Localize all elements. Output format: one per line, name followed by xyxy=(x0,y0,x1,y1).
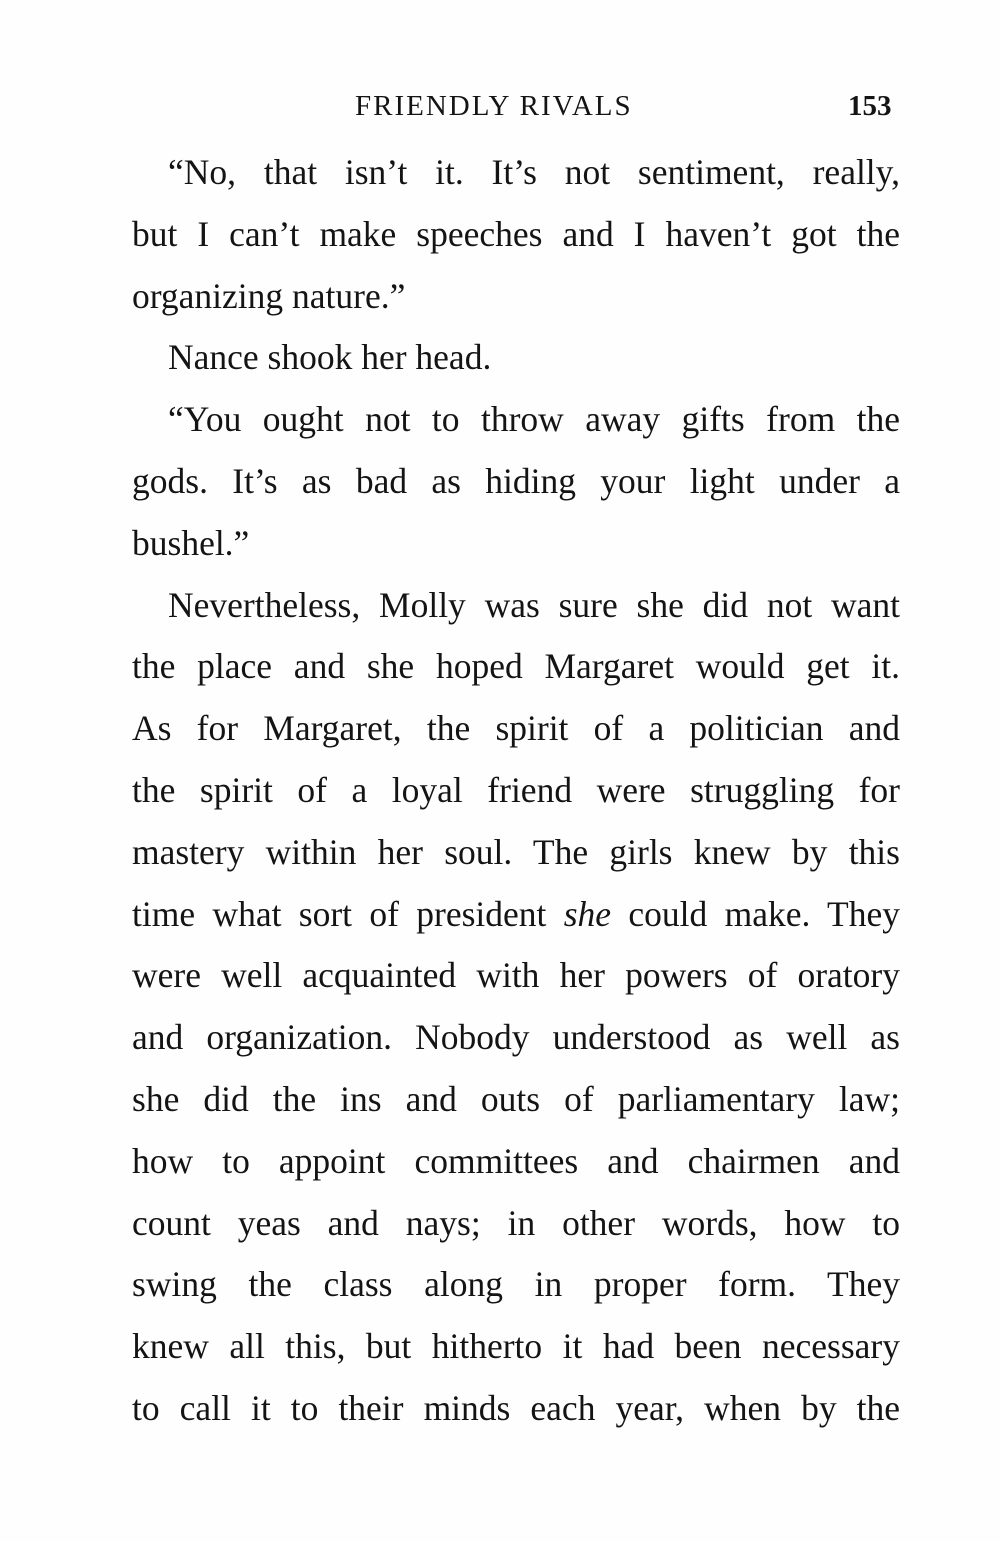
text-segment: time what sort of president xyxy=(132,893,564,934)
page-number: 153 xyxy=(848,90,892,122)
text-line: Nevertheless, Molly was sure she did not want xyxy=(168,584,900,625)
text-line: to call it to their minds each year, when by the xyxy=(132,1387,900,1428)
text-line-emphasis xyxy=(132,884,900,946)
text-line: but I can’t make speeches and I haven’t got the xyxy=(132,213,900,254)
text-line: Nance shook her head. xyxy=(168,337,492,378)
text-line: were well acquainted with her powers of oratory xyxy=(132,955,900,996)
text-line: how to appoint committees and chairmen and xyxy=(132,1140,900,1181)
text-line: mastery within her soul. The girls knew by this xyxy=(132,831,900,872)
text-line: knew all this, but hitherto it had been necessary xyxy=(132,1326,900,1367)
text-segment: could make. They xyxy=(611,893,900,934)
text-line: bushel.” xyxy=(132,522,250,563)
emphasized-word: she xyxy=(563,893,612,934)
text-line: count yeas and nays; in other words, how to xyxy=(132,1202,900,1243)
text-line: and organization. Nobody understood as well as xyxy=(132,1017,900,1058)
text-line: the spirit of a loyal friend were struggling for xyxy=(132,769,900,810)
text-line: she did the ins and outs of parliamentary law; xyxy=(132,1078,900,1119)
text-line: gods. It’s as bad as hiding your light under a xyxy=(132,460,900,501)
text-line: swing the class along in proper form. They xyxy=(132,1264,900,1305)
running-head xyxy=(0,84,1000,128)
running-title: FRIENDLY RIVALS xyxy=(355,90,633,122)
text-line: organizing nature.” xyxy=(132,275,406,316)
body-text xyxy=(132,142,900,1440)
text-line: As for Margaret, the spirit of a politician and xyxy=(132,708,900,749)
text-line: the place and she hoped Margaret would get it. xyxy=(132,646,900,687)
text-line: “You ought not to throw away gifts from the xyxy=(168,399,900,440)
text-line: “No, that isn’t it. It’s not sentiment, really, xyxy=(168,152,900,192)
